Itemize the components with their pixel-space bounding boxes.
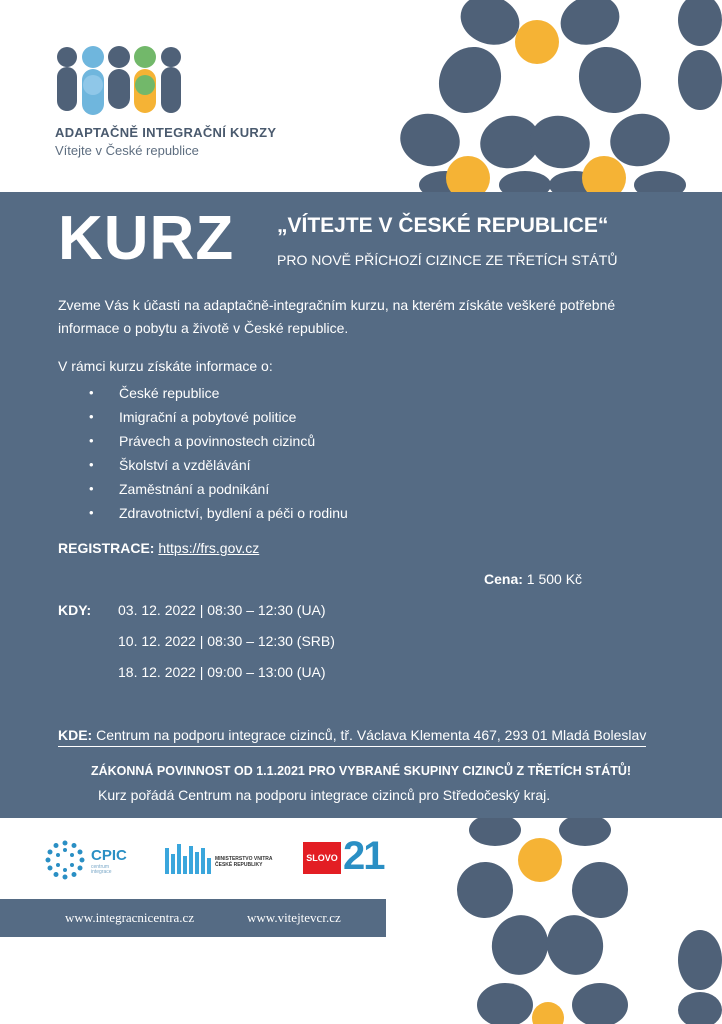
legal-notice: ZÁKONNÁ POVINNOST OD 1.1.2021 PRO VYBRANÉ SKUPINY CIZINCŮ Z TŘETÍCH STÁTŮ! [90, 764, 632, 778]
location [58, 727, 646, 747]
cpic-dots-icon [45, 840, 85, 880]
organizer-note: Kurz pořádá Centrum na podporu integrace cizinců pro Středočeský kraj. [98, 787, 551, 803]
course-title: „VÍTEJTE V ČESKÉ REPUBLICE“ [277, 214, 609, 237]
footer-bar [0, 899, 386, 937]
list-item [89, 381, 348, 405]
price-value: 1 500 Kč [526, 571, 583, 587]
course-subtitle: PRO NOVĚ PŘÍCHOZÍ CIZINCE ZE TŘETÍCH STÁTŮ [277, 252, 618, 268]
registration-link[interactable]: https://frs.gov.cz [158, 540, 260, 556]
website-link-integracnicentra[interactable]: www.integracnicentra.cz [65, 910, 195, 925]
bullet: • [89, 457, 94, 472]
topics-intro: V rámci kurzu získáte informace o: [58, 358, 273, 374]
partner-logos [45, 836, 405, 886]
cpic-subtext: centrum integrace [91, 864, 112, 875]
people-figures-icon [55, 45, 190, 117]
website-link-vitejtevcr[interactable]: www.vitejtevcr.cz [247, 910, 341, 925]
topics-list [89, 381, 348, 525]
registration [58, 540, 259, 556]
bullet: • [89, 505, 94, 520]
location-value: Centrum na podporu integrace cizinců, tř. Václava Klementa 467, 293 01 Mladá Boleslav [96, 727, 647, 743]
date-item: 03. 12. 2022 | 08:30 – 12:30 (UA) [118, 602, 326, 618]
topic-label: Zaměstnání a podnikání [119, 481, 270, 497]
when-label: KDY: [58, 602, 92, 618]
ministry-logo [165, 842, 285, 878]
intro-line: informace o pobytu a životě v České republice. [58, 320, 349, 336]
logo-subtitle: Vítejte v České republice [55, 143, 199, 158]
dates-list [118, 602, 335, 695]
list-item [89, 405, 348, 429]
date-item: 18. 12. 2022 | 09:00 – 13:00 (UA) [118, 664, 326, 680]
intro-paragraph [58, 294, 678, 340]
list-item [89, 429, 348, 453]
location-label: KDE: [58, 727, 93, 743]
topic-label: Právech a povinnostech cizinců [119, 433, 316, 449]
bullet: • [89, 481, 94, 496]
bullet: • [89, 433, 94, 448]
slovo21-logo [303, 834, 393, 880]
slovo-number: 21 [343, 834, 384, 878]
kurz-heading: KURZ [58, 204, 235, 273]
slovo-label: SLOVO [303, 842, 341, 874]
logo-title: ADAPTAČNĚ INTEGRAČNÍ KURZY [55, 125, 277, 140]
bullet: • [89, 385, 94, 400]
course-banner [0, 192, 722, 818]
ministry-name: MINISTERSTVO VNITRA ČESKÉ REPUBLIKY [215, 856, 273, 868]
cpic-name: CPIC [91, 847, 127, 864]
topic-label: Imigrační a pobytové politice [119, 409, 297, 425]
price-label: Cena: [484, 571, 523, 587]
topic-label: Školství a vzdělávání [119, 457, 251, 473]
course-logo [55, 45, 295, 165]
date-item: 10. 12. 2022 | 08:30 – 12:30 (SRB) [118, 633, 335, 649]
topic-label: Zdravotnictví, bydlení a péči o rodinu [119, 505, 348, 521]
topic-label: České republice [119, 385, 220, 401]
list-item [89, 453, 348, 477]
registration-label: REGISTRACE: [58, 540, 155, 556]
price [484, 571, 582, 587]
bullet: • [89, 409, 94, 424]
list-item [89, 477, 348, 501]
cpic-logo [45, 840, 155, 880]
list-item [89, 501, 348, 525]
intro-line: Zveme Vás k účasti na adaptačně-integračním kurzu, na kterém získáte veškeré potřebné [58, 297, 616, 313]
ministry-bars-icon [165, 842, 211, 878]
